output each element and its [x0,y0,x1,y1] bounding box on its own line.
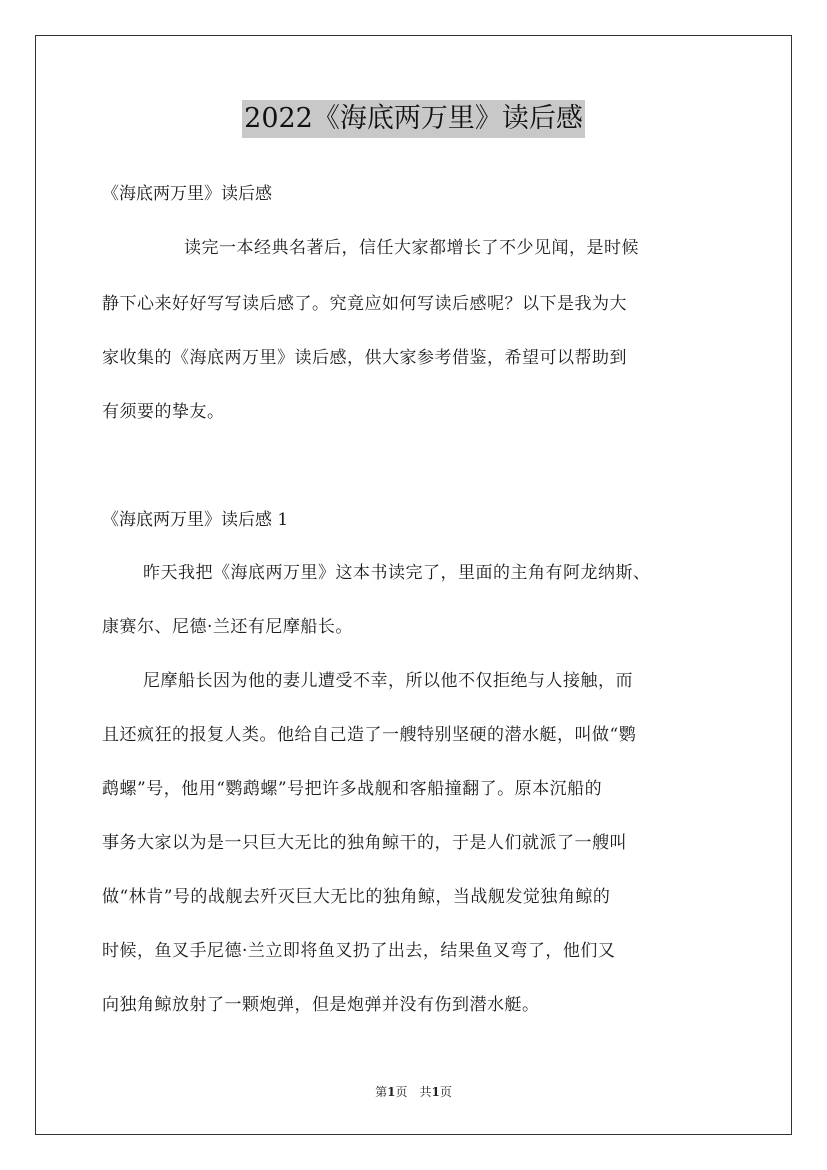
footer-page-number: 1 [387,1085,396,1099]
footer-page-total: 1 [431,1085,440,1099]
title-container [0,100,827,138]
section-heading: 《海底两万里》读后感 1 [102,510,289,530]
intro-heading: 《海底两万里》读后感 [102,184,272,204]
section-line: 事务大家以为是一只巨大无比的独角鲸干的，于是人们就派了一艘叫 [102,833,627,853]
intro-line: 读完一本经典名著后，信任大家都增长了不少见闻，是时候 [184,238,639,258]
section-line: 时候，鱼叉手尼德·兰立即将鱼叉扔了出去，结果鱼叉弯了，他们又 [102,941,616,961]
section-line: 尼摩船长因为他的妻儿遭受不幸，所以他不仅拒绝与人接触，而 [143,671,633,691]
page-footer [0,1084,827,1100]
intro-line: 静下心来好好写写读后感了。究竟应如何写读后感呢？以下是我为大 [102,294,627,314]
section-line: 鹉螺”号，他用“鹦鹉螺”号把许多战舰和客船撞翻了。原本沉船的 [102,779,603,799]
section-line: 做“林肯”号的战舰去歼灭巨大无比的独角鲸，当战舰发觉独角鲸的 [102,887,611,907]
intro-line: 有须要的挚友。 [102,402,225,422]
footer-page-prefix: 第 [375,1085,388,1099]
intro-line: 家收集的《海底两万里》读后感，供大家参考借鉴，希望可以帮助到 [102,348,627,368]
footer-page-suffix: 页 [439,1085,452,1099]
section-line: 康赛尔、尼德·兰还有尼摩船长。 [102,617,353,637]
section-line: 昨天我把《海底两万里》这本书读完了，里面的主角有阿龙纳斯、 [143,563,651,583]
section-line: 且还疯狂的报复人类。他给自己造了一艘特别坚硬的潜水艇，叫做“鹦 [102,725,637,745]
footer-page-mid: 页 共 [395,1085,432,1099]
document-title: 2022《海底两万里》读后感 [242,100,585,138]
section-line: 向独角鲸放射了一颗炮弹，但是炮弹并没有伤到潜水艇。 [102,995,540,1015]
